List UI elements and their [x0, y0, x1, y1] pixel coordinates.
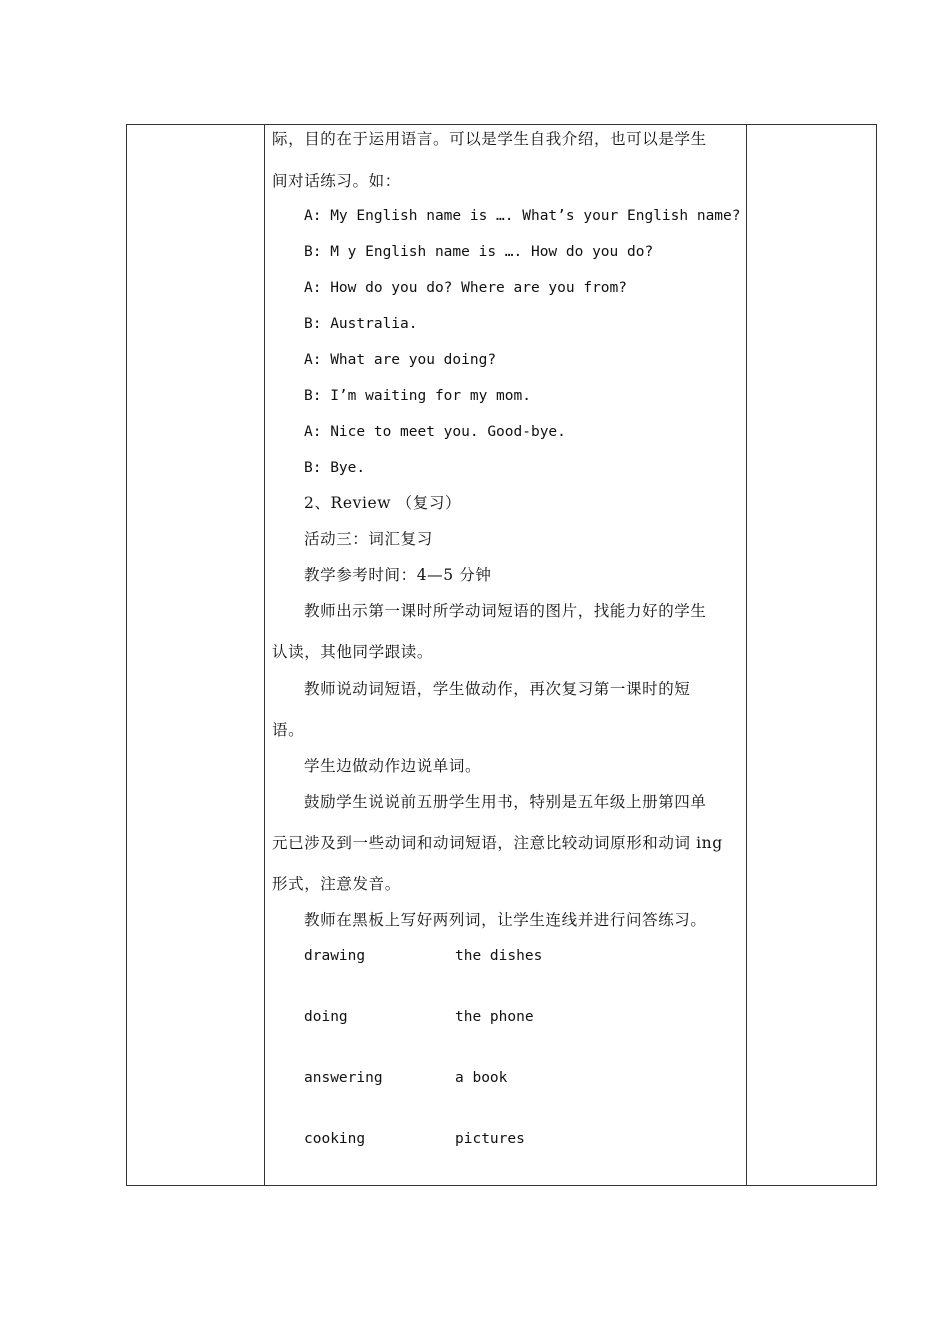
- dialogue-line: B: I’m waiting for my mom.: [304, 388, 531, 404]
- dialogue-line: A: What are you doing?: [304, 352, 497, 368]
- word-left: answering: [304, 1070, 383, 1086]
- dialogue-line: A: Nice to meet you. Good-bye.: [304, 424, 566, 440]
- activity-heading: 活动三：词汇复习: [304, 530, 433, 548]
- dialogue-line: A: My English name is …. What’s your English name?: [304, 208, 741, 224]
- word-right: a book: [455, 1070, 508, 1086]
- lesson-table: [126, 124, 877, 1186]
- right-empty-cell: [747, 125, 876, 1185]
- text-line: 际，目的在于运用语言。可以是学生自我介绍，也可以是学生: [272, 130, 707, 148]
- paragraph-line: 教师出示第一课时所学动词短语的图片，找能力好的学生: [304, 602, 707, 620]
- paragraph-line: 语。: [272, 721, 305, 739]
- paragraph-line: 鼓励学生说说前五册学生用书，特别是五年级上册第四单: [304, 793, 707, 811]
- dialogue-line: B: Bye.: [304, 460, 366, 476]
- left-empty-cell: [127, 125, 264, 1185]
- paragraph-line: 教师说动词短语，学生做动作，再次复习第一课时的短: [304, 680, 691, 698]
- word-left: cooking: [304, 1131, 366, 1147]
- word-left: drawing: [304, 948, 366, 964]
- dialogue-line: A: How do you do? Where are you from?: [304, 280, 628, 296]
- text-line: 间对话练习。如：: [272, 172, 401, 190]
- dialogue-line: B: Australia.: [304, 316, 418, 332]
- time-note: 教学参考时间：4—5 分钟: [304, 566, 492, 584]
- word-right: pictures: [455, 1131, 525, 1147]
- dialogue-line: B: M y English name is …. How do you do?: [304, 244, 654, 260]
- paragraph-line: 教师在黑板上写好两列词，让学生连线并进行问答练习。: [304, 911, 707, 929]
- section-heading: 2、Review （复习）: [304, 494, 462, 512]
- paragraph-line: 学生边做动作边说单词。: [304, 757, 482, 775]
- word-right: the phone: [455, 1009, 534, 1025]
- paragraph-line: 认读，其他同学跟读。: [272, 643, 434, 661]
- column-divider-left: [264, 125, 265, 1185]
- paragraph-line: 形式，注意发音。: [272, 875, 401, 893]
- paragraph-line: 元已涉及到一些动词和动词短语，注意比较动词原形和动词 ing: [272, 834, 723, 852]
- word-right: the dishes: [455, 948, 543, 964]
- word-left: doing: [304, 1009, 348, 1025]
